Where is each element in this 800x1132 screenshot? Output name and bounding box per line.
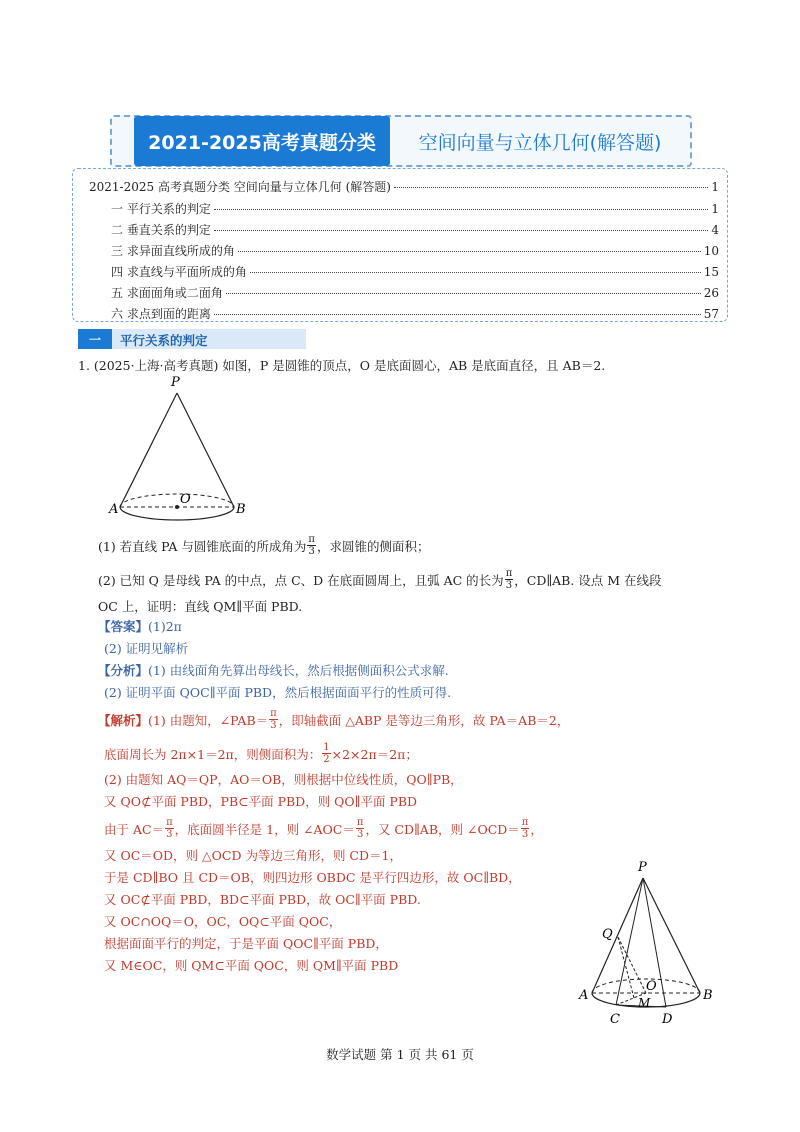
edge-PC bbox=[616, 878, 643, 1005]
toc-leader bbox=[226, 293, 701, 294]
segment-QM bbox=[618, 937, 634, 998]
fraction-pi-over-3 bbox=[356, 817, 365, 840]
cone-edge bbox=[177, 393, 234, 507]
center-point bbox=[175, 505, 179, 509]
denominator: 3 bbox=[505, 580, 513, 591]
toc-entry-page: 57 bbox=[703, 307, 719, 321]
toc-leader bbox=[214, 230, 709, 231]
solution-text: 由于 AC＝ bbox=[104, 821, 165, 837]
solution-text: 底面周长为 2π×1＝2π，则侧面积为： bbox=[104, 746, 322, 762]
question-1 bbox=[98, 534, 430, 557]
toc-entry[interactable] bbox=[111, 221, 719, 238]
solution-text: ，底面圆半径是 1，则 ∠AOC＝ bbox=[174, 821, 355, 837]
solution-line-3: (2) 由题知 AQ＝QP，AO＝OB，则根据中位线性质，QO∥PB， bbox=[104, 772, 463, 787]
toc-entry[interactable] bbox=[111, 242, 719, 259]
numerator: π bbox=[270, 708, 277, 719]
denominator: 2 bbox=[323, 754, 330, 765]
label-C: C bbox=[610, 1012, 620, 1027]
toc-entry-label: 二 垂直关系的判定 bbox=[111, 223, 211, 237]
toc-entry-page: 26 bbox=[703, 286, 719, 300]
solution-text: (1) 由题知，∠PAB＝ bbox=[148, 712, 269, 728]
toc-entry-page: 15 bbox=[703, 265, 719, 279]
answer-tag: 【答案】 bbox=[98, 619, 149, 634]
toc-entry-page: 1 bbox=[711, 202, 719, 216]
solution-line-9: 又 OC∩OQ＝O，OC，OQ⊂平面 QOC， bbox=[104, 914, 342, 929]
cone-figure-1 bbox=[105, 370, 265, 530]
section-title: 平行关系的判定 bbox=[120, 333, 208, 348]
fraction-pi-over-3 bbox=[521, 817, 530, 840]
segment-QO bbox=[618, 937, 646, 993]
toc-entry[interactable] bbox=[89, 178, 719, 195]
toc-entry-label: 四 求直线与平面所成的角 bbox=[111, 265, 247, 279]
cone-figure-2 bbox=[570, 855, 720, 1030]
solution-line-1 bbox=[98, 708, 569, 731]
label-A: A bbox=[109, 502, 119, 517]
solution-text: ×2×2π＝2π； bbox=[331, 746, 418, 762]
numerator: π bbox=[505, 568, 513, 579]
fraction-pi-over-3 bbox=[165, 817, 174, 840]
denominator: 3 bbox=[166, 829, 173, 840]
fraction-pi-over-3 bbox=[307, 534, 316, 557]
section-number: 一 bbox=[78, 329, 112, 349]
solution-text: ， bbox=[530, 821, 543, 837]
problem-stem: 1. (2025·上海·高考真题) 如图，P 是圆锥的顶点，O 是底面圆心，AB 是底面直径，且 AB＝2. bbox=[78, 358, 606, 373]
answer-line-2: (2) 证明见解析 bbox=[104, 641, 189, 656]
analysis-text-1: (1) 由线面角先算出母线长，然后根据侧面积公式求解. bbox=[148, 663, 449, 678]
solution-line-8: 又 OC⊄平面 PBD，BD⊂平面 PBD，故 OC∥平面 PBD. bbox=[104, 892, 421, 907]
title-banner-left: 2021-2025高考真题分类 bbox=[134, 116, 390, 166]
solution-tag: 【解析】 bbox=[98, 712, 149, 728]
answer-1: (1)2π bbox=[148, 619, 182, 634]
label-D: D bbox=[662, 1012, 673, 1027]
cone-edge bbox=[643, 878, 700, 993]
toc-entry[interactable] bbox=[111, 263, 719, 280]
toc-entry[interactable] bbox=[111, 284, 719, 301]
question-1-text: (1) 若直线 PA 与圆锥底面的所成角为 bbox=[98, 538, 307, 554]
label-A: A bbox=[579, 988, 589, 1003]
label-M: M bbox=[638, 996, 651, 1010]
cone-edge bbox=[592, 878, 643, 993]
denominator: 3 bbox=[270, 720, 277, 731]
question-2-text-end: ，CD∥AB. 设点 M 在线段 bbox=[514, 572, 662, 588]
toc-entry[interactable] bbox=[111, 200, 719, 217]
page-footer: 数学试题 第 1 页 共 61 页 bbox=[326, 1047, 474, 1062]
numerator: π bbox=[166, 817, 173, 828]
toc-entry-label: 一 平行关系的判定 bbox=[111, 202, 211, 216]
fraction-one-half bbox=[322, 742, 330, 765]
toc-entry-page: 4 bbox=[711, 223, 719, 237]
solution-line-11: 又 M∈OC，则 QM⊂平面 QOC，则 QM∥平面 PBD bbox=[104, 958, 399, 973]
analysis-tag: 【分析】 bbox=[98, 663, 149, 678]
table-of-contents bbox=[72, 168, 728, 322]
question-2-text: (2) 已知 Q 是母线 PA 的中点，点 C、D 在底面圆周上，且弧 AC 的长为 bbox=[98, 572, 504, 588]
analysis-line-1 bbox=[98, 661, 449, 679]
solution-text: ，又 CD∥AB，则 ∠OCD＝ bbox=[365, 821, 520, 837]
toc-entry-label: 六 求点到面的距离 bbox=[111, 307, 211, 321]
toc-leader bbox=[238, 251, 701, 252]
denominator: 3 bbox=[308, 546, 315, 557]
fraction-pi-over-3 bbox=[505, 568, 514, 591]
toc-entry-label: 三 求异面直线所成的角 bbox=[111, 244, 235, 258]
question-1-text-end: ，求圆锥的侧面积； bbox=[317, 538, 430, 554]
solution-text: ，即轴截面 △ABP 是等边三角形，故 PA＝AB＝2， bbox=[278, 712, 570, 728]
analysis-line-2: (2) 证明平面 QOC∥平面 PBD，然后根据面面平行的性质可得. bbox=[104, 685, 452, 700]
toc-leader bbox=[250, 272, 701, 273]
label-O: O bbox=[180, 492, 191, 507]
question-2 bbox=[98, 568, 662, 591]
label-Q: Q bbox=[602, 927, 613, 942]
toc-entry-page: 10 bbox=[703, 244, 719, 258]
cone-edge bbox=[120, 393, 177, 507]
toc-leader bbox=[394, 187, 708, 188]
toc-leader bbox=[214, 314, 701, 315]
denominator: 3 bbox=[356, 829, 364, 840]
solution-line-2 bbox=[104, 742, 418, 765]
toc-entry[interactable] bbox=[111, 305, 719, 322]
fraction-pi-over-3 bbox=[269, 708, 278, 731]
solution-line-5 bbox=[104, 817, 543, 840]
label-B: B bbox=[236, 502, 246, 517]
numerator: 1 bbox=[323, 742, 330, 753]
label-B: B bbox=[703, 988, 713, 1003]
toc-entry-label: 2021-2025 高考真题分类 空间向量与立体几何 (解答题) bbox=[89, 180, 391, 194]
denominator: 3 bbox=[521, 829, 529, 840]
question-2-line-2: OC 上，证明：直线 QM∥平面 PBD. bbox=[98, 599, 303, 614]
numerator: π bbox=[308, 534, 315, 545]
label-P: P bbox=[638, 860, 647, 875]
label-P: P bbox=[171, 375, 180, 390]
toc-entry-label: 五 求面面角或二面角 bbox=[111, 286, 223, 300]
numerator: π bbox=[356, 817, 364, 828]
solution-line-6: 又 OC＝OD，则 △OCD 为等边三角形，则 CD＝1， bbox=[104, 848, 402, 863]
label-O: O bbox=[646, 979, 657, 994]
solution-line-7: 于是 CD∥BO 且 CD＝OB，则四边形 OBDC 是平行四边形，故 OC∥BD， bbox=[104, 870, 521, 885]
answer-line-1 bbox=[98, 617, 182, 635]
solution-line-10: 根据面面平行的判定，于是平面 QOC∥平面 PBD， bbox=[104, 936, 388, 951]
toc-entry-page: 1 bbox=[711, 180, 719, 194]
solution-line-4: 又 QO⊄平面 PBD，PB⊂平面 PBD，则 QO∥平面 PBD bbox=[104, 794, 418, 809]
toc-leader bbox=[214, 209, 709, 210]
title-banner-right: 空间向量与立体几何(解答题) bbox=[418, 131, 662, 154]
numerator: π bbox=[521, 817, 529, 828]
